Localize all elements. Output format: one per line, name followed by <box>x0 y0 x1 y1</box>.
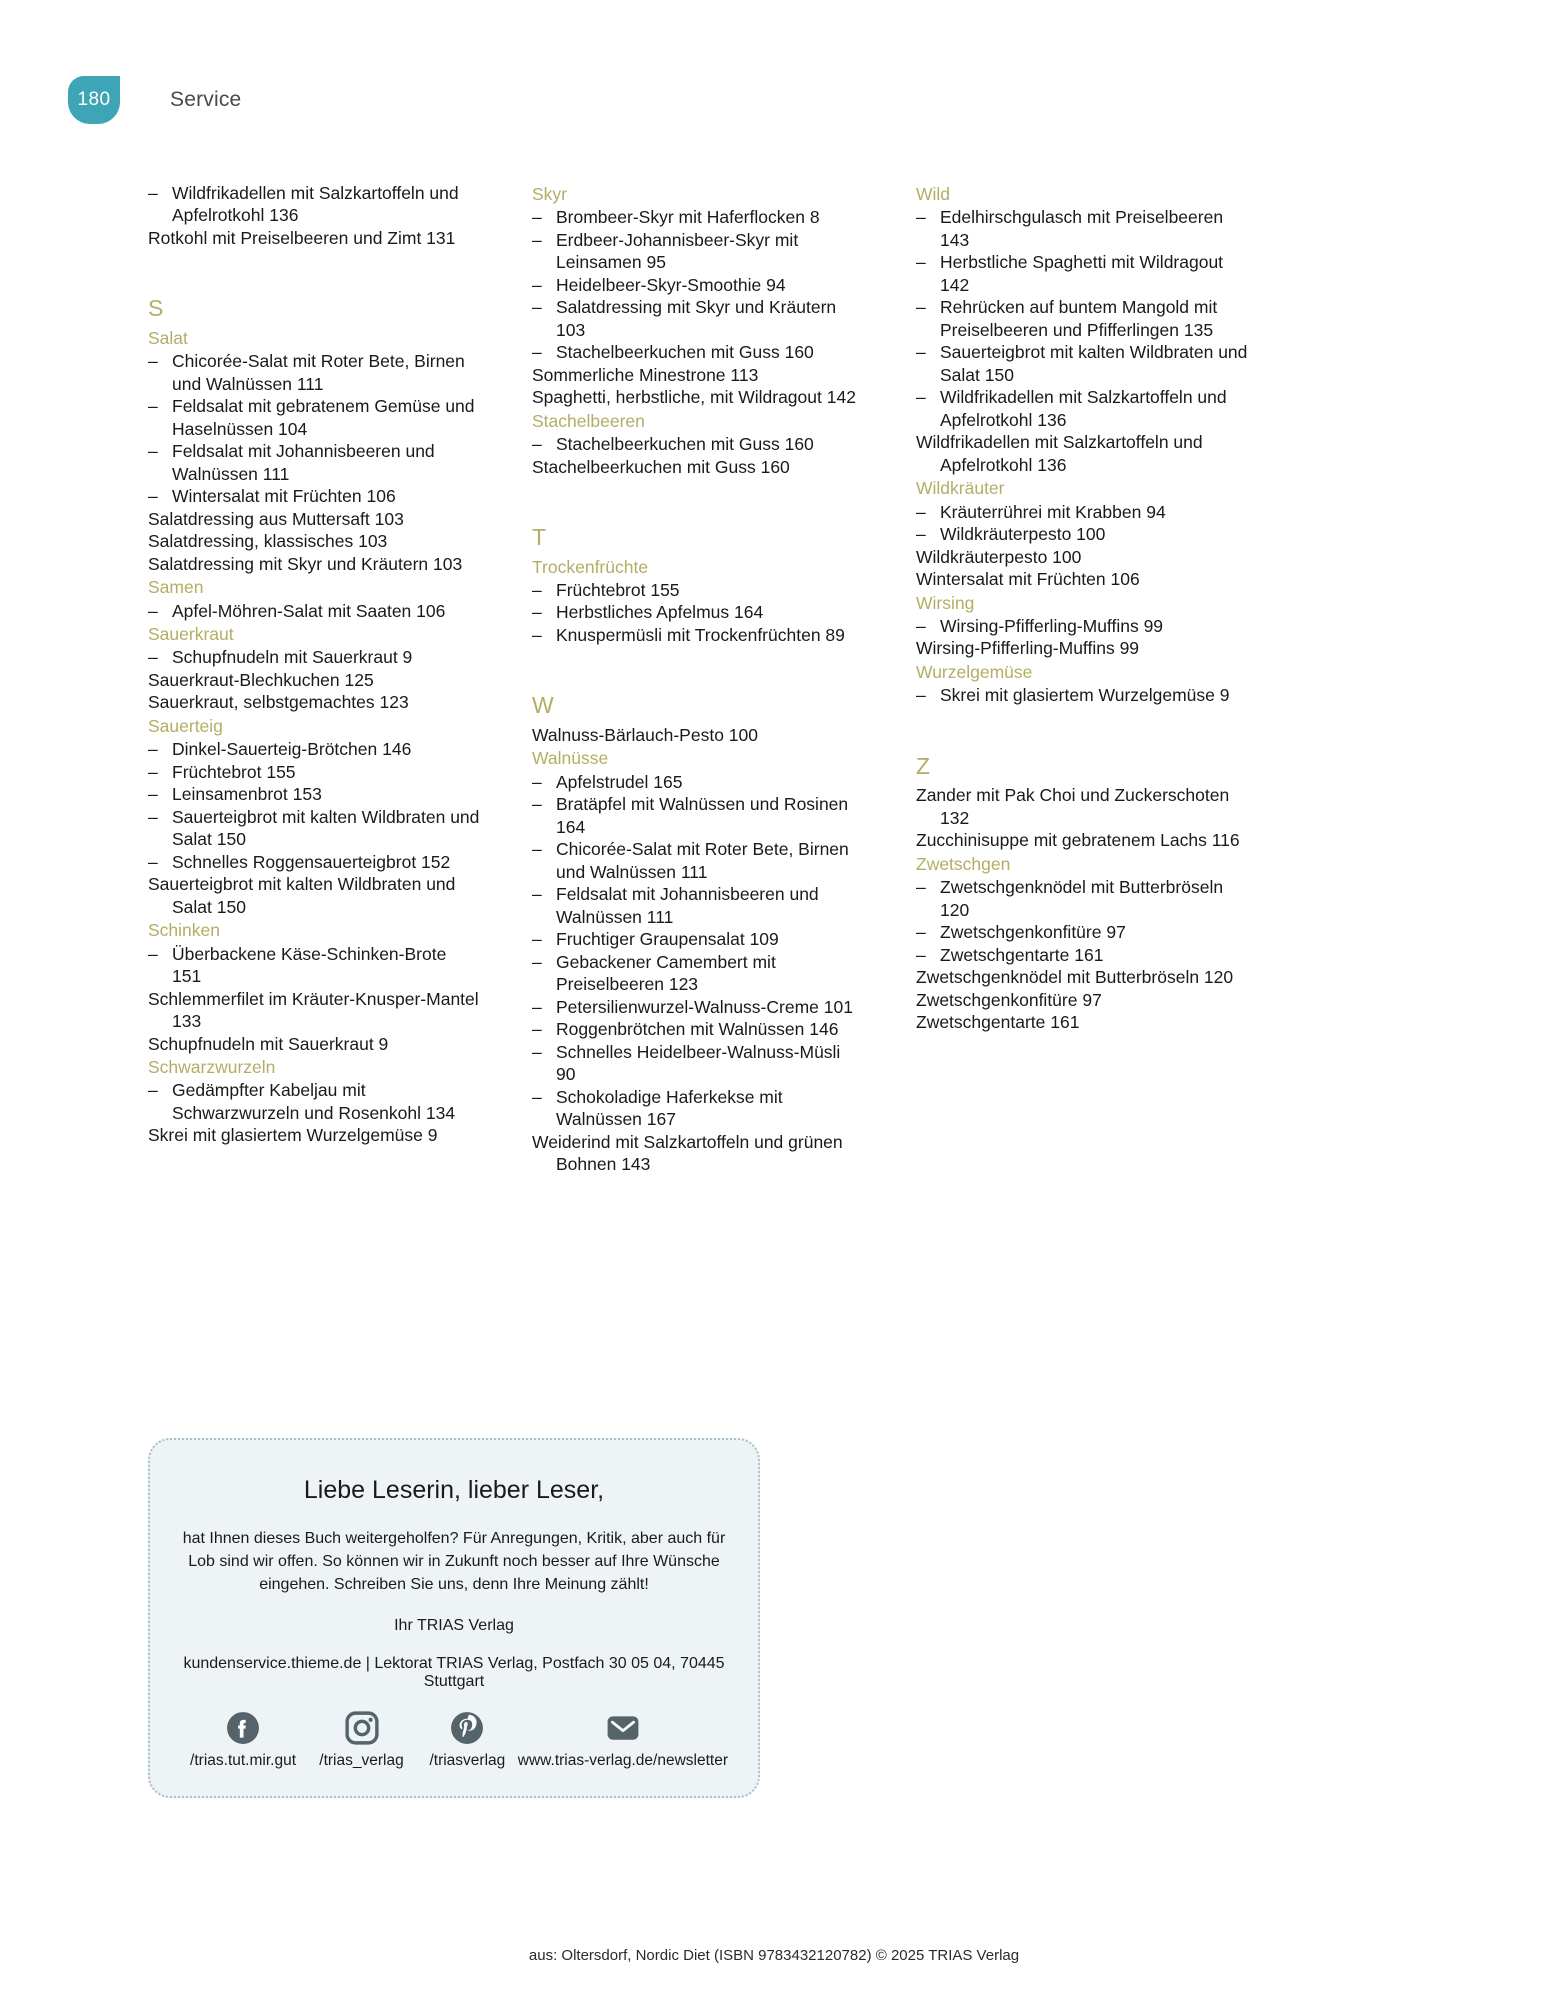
index-entry: – Feldsalat mit Johannisbeeren und Walnüssen 111 <box>148 441 435 484</box>
entry-dash-marker: – <box>148 739 158 760</box>
entry-dash-marker: – <box>148 183 158 203</box>
index-subheading: Walnüsse <box>532 748 609 769</box>
social-link-label: /triasverlag <box>429 1751 506 1769</box>
entry-dash-marker: – <box>916 252 926 273</box>
social-link-label: www.trias-verlag.de/newsletter <box>517 1751 728 1769</box>
entry-dash-marker: – <box>532 602 542 623</box>
index-entry: – Sauerteigbrot mit kalten Wildbraten und Salat 150 <box>148 806 480 850</box>
index-entry: Zwetschgenkonfitüre 97 <box>916 989 1102 1010</box>
index-spacer <box>532 478 864 494</box>
index-entry: – Heidelbeer-Skyr-Smoothie 94 <box>532 274 786 295</box>
index-entry: – Schokoladige Haferkekse mit Walnüssen 167 <box>532 1086 783 1130</box>
index-subheading: Wurzelgemüse <box>916 661 1033 682</box>
index-entry: – Wintersalat mit Früchten 106 <box>148 486 396 507</box>
index-entry: – Schupfnudeln mit Sauerkraut 9 <box>148 647 413 668</box>
index-entry: – Knuspermüsli mit Trockenfrüchten 89 <box>532 624 845 645</box>
entry-dash-marker: – <box>532 342 542 363</box>
index-entry: – Kräuterrührei mit Krabben 94 <box>916 501 1166 522</box>
index-entry: – Bratäpfel mit Walnüssen und Rosinen 164 <box>532 794 849 837</box>
index-subheading: Wildkräuter <box>916 478 1005 499</box>
reader-box-contact: kundenservice.thieme.de | Lektorat TRIAS Verlag, Postfach 30 05 04, 70445 Stuttgart <box>183 1654 725 1690</box>
index-entry: – Erdbeer-Johannisbeer-Skyr mit Leinsamen 95 <box>532 229 799 273</box>
entry-dash-marker: – <box>532 207 542 228</box>
index-entry: – Überbackene Käse-Schinken-Brote 151 <box>148 943 447 987</box>
entry-dash-marker: – <box>532 884 542 905</box>
index-entry: Sauerteigbrot mit kalten Wildbraten und Salat 150 <box>148 874 456 917</box>
index-letter-heading: Z <box>916 752 931 779</box>
entry-dash-marker: – <box>916 922 926 943</box>
entry-dash-marker: – <box>916 685 926 706</box>
index-subheading: Schwarzwurzeln <box>148 1056 276 1077</box>
entry-dash-marker: – <box>148 851 158 872</box>
index-entry: Rotkohl mit Preiselbeeren und Zimt 131 <box>148 227 456 248</box>
index-entry: – Brombeer-Skyr mit Haferflocken 8 <box>532 207 820 228</box>
index-entry: – Zwetschgenknödel mit Butterbröseln 120 <box>916 877 1224 920</box>
index-subheading: Wirsing <box>916 592 975 613</box>
entry-dash-marker: – <box>532 580 542 600</box>
facebook-icon[interactable] <box>226 1711 260 1745</box>
index-subheading: Sauerteig <box>148 715 223 736</box>
index-entry: Zander mit Pak Choi und Zuckerschoten 132 <box>916 785 1230 828</box>
entry-dash-marker: – <box>148 647 158 668</box>
reader-feedback-box <box>148 1438 760 1798</box>
index-entry: – Feldsalat mit Johannisbeeren und Walnüssen 111 <box>532 884 819 927</box>
entry-dash-marker: – <box>916 342 926 363</box>
entry-dash-marker: – <box>532 274 542 295</box>
social-links-row <box>180 1711 728 1770</box>
index-entry: – Stachelbeerkuchen mit Guss 160 <box>532 434 814 455</box>
index-entry: Schlemmerfilet im Kräuter-Knusper-Mantel 133 <box>148 988 479 1032</box>
index-subheading: Zwetschgen <box>916 853 1011 874</box>
entry-dash-marker: – <box>148 943 158 964</box>
section-title: Service <box>170 88 242 111</box>
index-entry: – Dinkel-Sauerteig-Brötchen 146 <box>148 739 412 760</box>
entry-dash-marker: – <box>148 600 158 621</box>
index-entry: Skrei mit glasiertem Wurzelgemüse 9 <box>148 1125 438 1146</box>
index-column-2 <box>532 182 864 1176</box>
index-letter-heading: S <box>148 295 164 322</box>
entry-dash-marker: – <box>532 624 542 645</box>
page-number-badge: 180 <box>68 76 120 124</box>
entry-dash-marker: – <box>916 297 926 318</box>
index-entry: – Leinsamenbrot 153 <box>148 784 322 805</box>
entry-dash-marker: – <box>532 434 542 455</box>
reader-box-title: Liebe Leserin, lieber Leser, <box>303 1476 605 1504</box>
index-spacer <box>916 707 1248 723</box>
index-entry: – Rehrücken auf buntem Mangold mit Preiselbeeren und Pfifferlingen 135 <box>916 297 1218 340</box>
index-entry: – Wildfrikadellen mit Salzkartoffeln und Apfelrotkohl 136 <box>148 183 459 226</box>
index-entry: – Apfelstrudel 165 <box>532 771 683 792</box>
entry-dash-marker: – <box>148 351 158 372</box>
index-subheading: Schinken <box>148 920 220 941</box>
entry-dash-marker: – <box>916 944 926 965</box>
index-entry: – Petersilienwurzel-Walnuss-Creme 101 <box>532 996 853 1017</box>
entry-dash-marker: – <box>148 441 158 462</box>
index-columns <box>148 182 1408 1176</box>
index-entry: – Fruchtiger Graupensalat 109 <box>532 929 779 950</box>
index-letter-heading: T <box>532 524 547 551</box>
index-entry: – Herbstliches Apfelmus 164 <box>532 602 764 623</box>
entry-dash-marker: – <box>148 396 158 417</box>
index-entry: – Wildkräuterpesto 100 <box>916 524 1106 545</box>
entry-dash-marker: – <box>532 229 542 250</box>
entry-dash-marker: – <box>916 615 926 636</box>
index-entry: Spaghetti, herbstliche, mit Wildragout 142 <box>532 387 856 408</box>
entry-dash-marker: – <box>532 839 542 860</box>
index-entry: – Feldsalat mit gebratenem Gemüse und Haselnüssen 104 <box>148 396 475 439</box>
index-entry: – Chicorée-Salat mit Roter Bete, Birnen und Walnüssen 111 <box>148 351 465 394</box>
entry-dash-marker: – <box>532 1019 542 1040</box>
index-entry: Walnuss-Bärlauch-Pesto 100 <box>532 724 758 745</box>
index-entry: – Salatdressing mit Skyr und Kräutern 103 <box>532 297 837 340</box>
index-entry: Sauerkraut-Blechkuchen 125 <box>148 669 374 690</box>
social-link-newsletter-mail[interactable] <box>518 1711 728 1770</box>
index-entry: – Edelhirschgulasch mit Preiselbeeren 143 <box>916 207 1224 250</box>
index-entry: – Chicorée-Salat mit Roter Bete, Birnen und Walnüssen 111 <box>532 839 849 882</box>
index-subheading: Skyr <box>532 184 567 204</box>
index-entry: – Schnelles Roggensauerteigbrot 152 <box>148 851 451 872</box>
entry-dash-marker: – <box>916 877 926 898</box>
index-entry: Stachelbeerkuchen mit Guss 160 <box>532 456 790 477</box>
entry-dash-marker: – <box>532 771 542 792</box>
index-entry: – Zwetschgenkonfitüre 97 <box>916 922 1126 943</box>
running-head <box>68 76 241 124</box>
index-entry: – Sauerteigbrot mit kalten Wildbraten und Salat 150 <box>916 342 1248 385</box>
entry-dash-marker: – <box>532 951 542 972</box>
entry-dash-marker: – <box>532 297 542 318</box>
social-link-instagram[interactable] <box>306 1711 417 1770</box>
entry-dash-marker: – <box>532 996 542 1017</box>
social-link-label: /trias_verlag <box>319 1751 404 1769</box>
index-column-3 <box>916 182 1248 1176</box>
index-entry: – Roggenbrötchen mit Walnüssen 146 <box>532 1019 839 1040</box>
index-entry: – Zwetschgentarte 161 <box>916 944 1104 965</box>
entry-dash-marker: – <box>916 524 926 545</box>
index-entry: Zucchinisuppe mit gebratenem Lachs 116 <box>916 830 1240 851</box>
index-entry: Wirsing-Pfifferling-Muffins 99 <box>916 638 1140 659</box>
index-column-1 <box>148 182 480 1176</box>
index-subheading: Stachelbeeren <box>532 410 645 431</box>
reader-box-signature: Ihr TRIAS Verlag <box>394 1616 514 1634</box>
entry-dash-marker: – <box>532 794 542 815</box>
entry-dash-marker: – <box>532 1041 542 1062</box>
index-entry: – Früchtebrot 155 <box>148 761 296 782</box>
index-entry: Sommerliche Minestrone 113 <box>532 364 759 385</box>
entry-dash-marker: – <box>148 761 158 782</box>
index-entry: – Früchtebrot 155 <box>532 580 680 600</box>
index-entry: Salatdressing aus Muttersaft 103 <box>148 508 404 529</box>
index-spacer <box>148 249 480 265</box>
social-link-facebook[interactable] <box>180 1711 306 1770</box>
entry-dash-marker: – <box>148 806 158 827</box>
index-entry: – Wirsing-Pfifferling-Muffins 99 <box>916 615 1164 636</box>
index-entry: – Stachelbeerkuchen mit Guss 160 <box>532 342 814 363</box>
entry-dash-marker: – <box>532 1086 542 1107</box>
entry-dash-marker: – <box>916 207 926 228</box>
social-link-pinterest[interactable] <box>417 1711 518 1770</box>
entry-dash-marker: – <box>148 486 158 507</box>
index-entry: Weiderind mit Salzkartoffeln und grünen Bohnen 143 <box>532 1131 843 1175</box>
index-entry: – Apfel-Möhren-Salat mit Saaten 106 <box>148 600 446 621</box>
index-entry: – Schnelles Heidelbeer-Walnuss-Müsli 90 <box>532 1041 841 1085</box>
index-entry: – Skrei mit glasiertem Wurzelgemüse 9 <box>916 685 1230 706</box>
reader-box-body: hat Ihnen dieses Buch weitergeholfen? Für Anregungen, Kritik, aber auch für Lob sind wir offen. So können wir in Zukunft noch besser auf Ihre Wünsche eingehen. Schreiben Sie uns, denn Ihre Meinung zählt! <box>182 1530 726 1594</box>
index-subheading: Trockenfrüchte <box>532 556 649 577</box>
index-entry: Sauerkraut, selbstgemachtes 123 <box>148 692 409 713</box>
entry-dash-marker: – <box>916 501 926 522</box>
source-credit-line: aus: Oltersdorf, Nordic Diet (ISBN 9783432120782) © 2025 TRIAS Verlag <box>528 1947 1020 1964</box>
index-entry: Wintersalat mit Früchten 106 <box>916 569 1140 590</box>
index-entry: – Wildfrikadellen mit Salzkartoffeln und Apfelrotkohl 136 <box>916 387 1227 430</box>
index-subheading: Salat <box>148 327 188 348</box>
entry-dash-marker: – <box>532 929 542 950</box>
pinterest-icon[interactable] <box>450 1711 484 1745</box>
index-spacer <box>532 646 864 662</box>
index-entry: Zwetschgenknödel mit Butterbröseln 120 <box>916 967 1234 988</box>
social-link-label: /trias.tut.mir.gut <box>190 1751 296 1769</box>
index-entry: – Gebackener Camembert mit Preiselbeeren 123 <box>532 951 776 995</box>
entry-dash-marker: – <box>148 784 158 805</box>
index-entry: Salatdressing mit Skyr und Kräutern 103 <box>148 553 463 574</box>
instagram-icon[interactable] <box>345 1711 379 1745</box>
index-entry: Wildkräuterpesto 100 <box>916 546 1082 567</box>
index-letter-heading: W <box>532 692 554 719</box>
index-entry: – Herbstliche Spaghetti mit Wildragout 142 <box>916 252 1224 295</box>
entry-dash-marker: – <box>148 1080 158 1101</box>
newsletter-mail-icon[interactable] <box>606 1711 640 1745</box>
index-subheading: Wild <box>916 184 951 204</box>
index-subheading: Sauerkraut <box>148 624 234 645</box>
index-entry: Zwetschgentarte 161 <box>916 1012 1080 1033</box>
entry-dash-marker: – <box>916 387 926 408</box>
index-entry: Wildfrikadellen mit Salzkartoffeln und Apfelrotkohl 136 <box>916 432 1203 475</box>
index-entry: – Gedämpfter Kabeljau mit Schwarzwurzeln und Rosenkohl 134 <box>148 1080 456 1123</box>
index-entry: Schupfnudeln mit Sauerkraut 9 <box>148 1033 389 1054</box>
index-entry: Salatdressing, klassisches 103 <box>148 531 388 552</box>
index-subheading: Samen <box>148 577 204 598</box>
